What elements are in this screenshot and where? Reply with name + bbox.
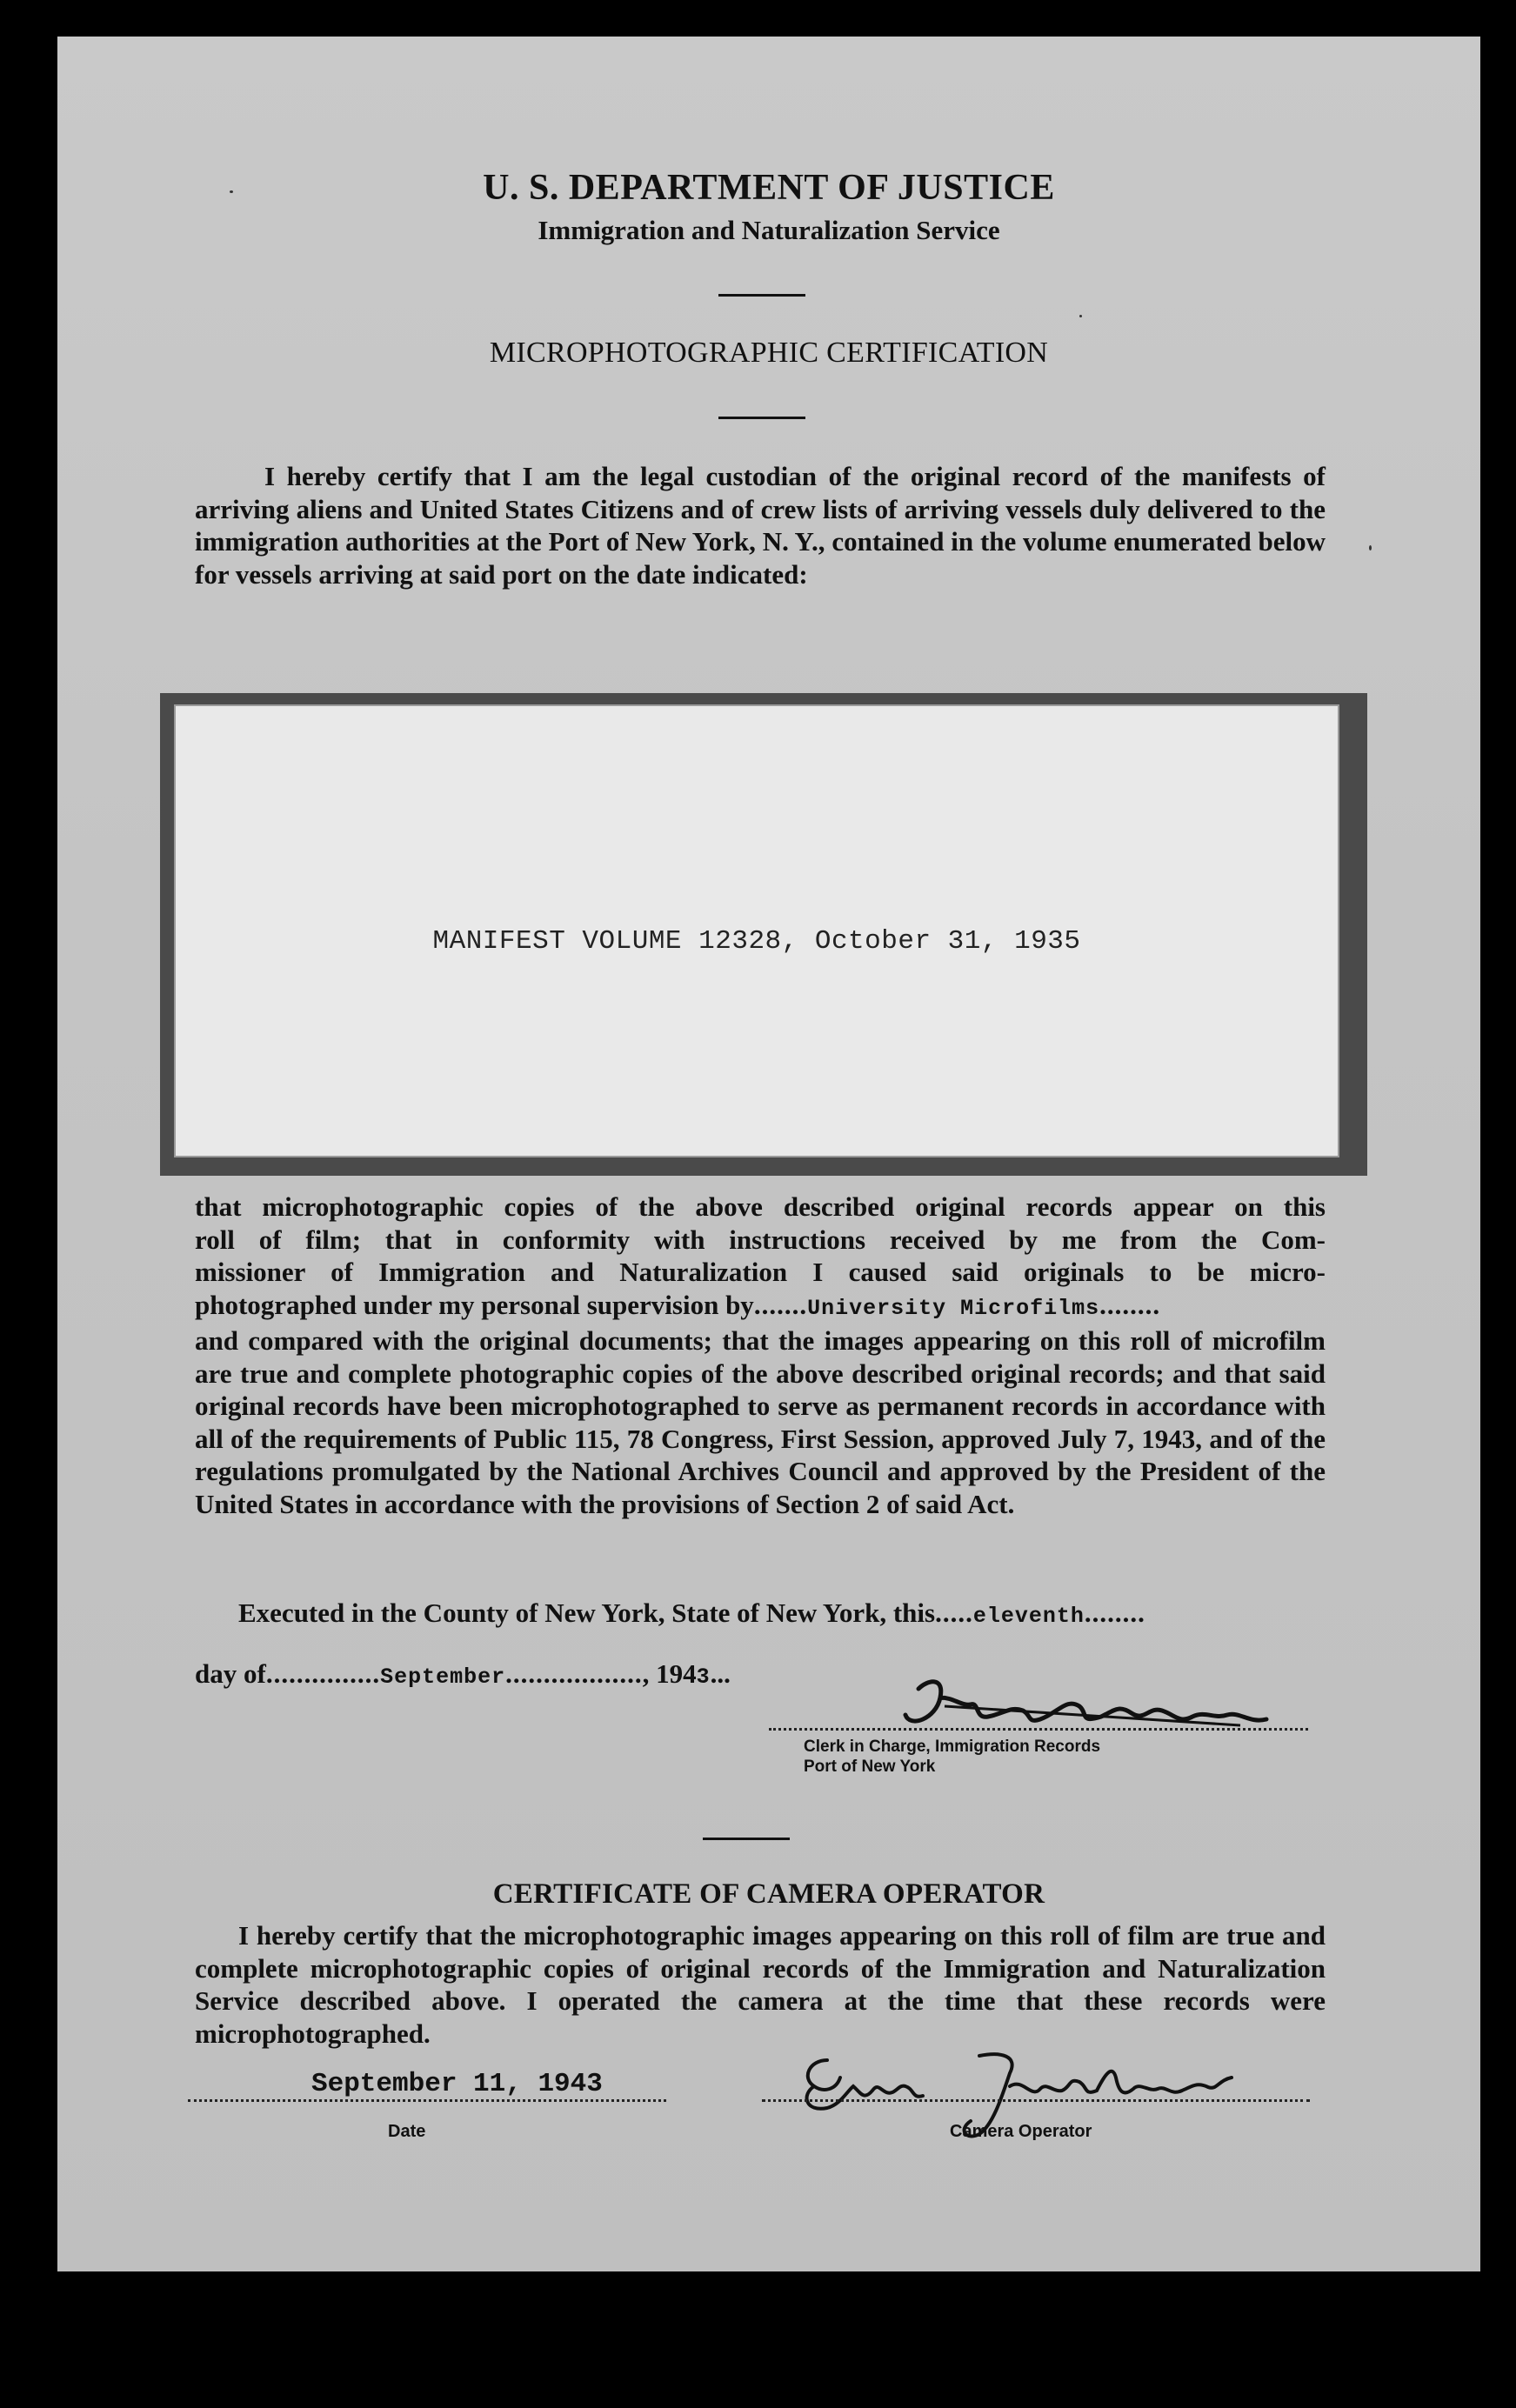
clerk-signature-line bbox=[769, 1728, 1308, 1731]
clerk-signature bbox=[892, 1671, 1292, 1741]
date-signature-line bbox=[188, 2099, 666, 2102]
department-heading: U. S. DEPARTMENT OF JUSTICE bbox=[483, 168, 1055, 208]
microfilm-company-value: University Microfilms bbox=[807, 1295, 1100, 1321]
clerk-title: Clerk in Charge, Immigration Records bbox=[804, 1738, 1101, 1756]
divider-rule bbox=[718, 294, 805, 297]
microfilm-paragraph bbox=[195, 1191, 1326, 1520]
paragraph-line: missioner of Immigration and Naturalization I caused said originals to be micro- bbox=[195, 1257, 1326, 1287]
execution-prefix: Executed in the County of New York, State of New York, this bbox=[238, 1598, 936, 1628]
year-prefix: , 194 bbox=[642, 1658, 697, 1689]
execution-month-value: September bbox=[380, 1664, 506, 1690]
divider-rule bbox=[703, 1838, 790, 1840]
certification-title: MICROPHOTOGRAPHIC CERTIFICATION bbox=[489, 337, 1049, 369]
paragraph-line: roll of film; that in conformity with instructions received by me from the Com- bbox=[195, 1224, 1326, 1255]
day-of-label: day of bbox=[195, 1658, 266, 1689]
paragraph-line: photographed under my personal supervision by.......University Microfilms........ bbox=[195, 1289, 1161, 1321]
camera-operator-title: CERTIFICATE OF CAMERA OPERATOR bbox=[492, 1878, 1045, 1910]
speck bbox=[1079, 315, 1082, 317]
date-label: Date bbox=[388, 2122, 426, 2141]
speck bbox=[230, 190, 233, 193]
day-of-line: day of...............September.................., 1943... bbox=[195, 1658, 731, 1690]
custodian-paragraph: I hereby certify that I am the legal custodian of the original record of the manifests of arriving aliens and United States Citizens and of crew lists of arriving vessels duly delivered to the immigration authorities at the Port of New York, N. Y., contained in the volume enumerated below for vessels arriving at said port on the date indicated: bbox=[195, 461, 1326, 590]
clerk-caption bbox=[804, 1737, 1100, 1777]
operator-signature-line bbox=[762, 2099, 1310, 2102]
certificate-sheet bbox=[57, 37, 1480, 2271]
manifest-card bbox=[174, 704, 1339, 1157]
execution-line: Executed in the County of New York, State of New York, this.....eleventh........ bbox=[238, 1598, 1145, 1629]
date-value: September 11, 1943 bbox=[311, 2069, 603, 2099]
camera-operator-paragraph: I hereby certify that the microphotographic images appearing on this roll of film are true and complete microphotographic copies of original records of the Immigration and Naturalization Service described above. I operated the camera at the time that these records were microphotographed. bbox=[195, 1920, 1326, 2049]
execution-day-value: eleventh bbox=[972, 1604, 1085, 1629]
divider-rule bbox=[718, 417, 805, 419]
paragraph-remainder: and compared with the original documents; that the images appearing on this roll of microfilm are true and complete photographic copies of the above described original records; and that said original records have been microphotographed to serve as permanent records in accordance with all of the requirements of Public 115, 78 Congress, First Session, approved July 7, 1943, and of the regulations promulgated by the National Archives Council and approved by the President of the United States in accordance with the provisions of Section 2 of said Act. bbox=[195, 1325, 1326, 1519]
year-suffix: ... bbox=[710, 1658, 731, 1689]
year-digit-value: 3 bbox=[696, 1664, 711, 1690]
manifest-volume-text: MANIFEST VOLUME 12328, October 31, 1935 bbox=[432, 926, 1081, 957]
speck bbox=[1369, 545, 1372, 550]
supervision-prefix: photographed under my personal supervision by bbox=[195, 1289, 754, 1320]
operator-label: Camera Operator bbox=[950, 2122, 1092, 2141]
service-subheading: Immigration and Naturalization Service bbox=[538, 215, 1000, 245]
paragraph-line: that microphotographic copies of the above described original records appear on this bbox=[195, 1191, 1326, 1222]
clerk-location: Port of New York bbox=[804, 1758, 936, 1776]
